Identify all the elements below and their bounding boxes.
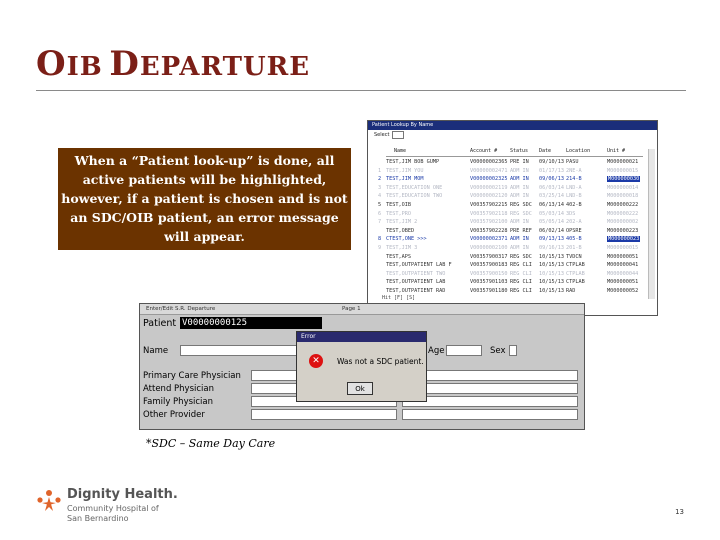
lookup-cell-num: 5 <box>378 201 382 208</box>
lookup-cell-location: 3DS <box>566 210 576 217</box>
name-label: Name <box>143 346 169 356</box>
lookup-row[interactable] <box>368 254 657 263</box>
lookup-cell-date: 06/03/14 <box>539 184 564 191</box>
lookup-cell-name: TEST,OUTPATIENT LAB F <box>386 262 452 269</box>
lookup-cell-unit: M000000030 <box>608 176 640 183</box>
lookup-cell-name: TEST,JIM YOU <box>386 167 424 174</box>
lookup-cell-status: ADM IN <box>510 244 529 251</box>
col-unit: Unit # <box>607 148 626 154</box>
family-label: Family Physician <box>143 397 214 407</box>
patient-lookup-window <box>367 120 658 316</box>
lookup-cell-account: V00357902100 <box>470 219 508 226</box>
lookup-rows <box>368 159 657 297</box>
lookup-cell-num: 8 <box>378 236 382 243</box>
col-location: Location <box>566 148 591 154</box>
lookup-cell-status: ADM IN <box>510 236 529 243</box>
lookup-cell-account: V00000002471 <box>470 167 508 174</box>
lookup-cell-account: V00000002100 <box>470 244 508 251</box>
select-box[interactable] <box>392 131 404 139</box>
lookup-cell-account: V00000002365 <box>470 159 508 165</box>
lookup-cell-location: PASU <box>566 159 579 165</box>
lookup-cell-date: 01/17/13 <box>539 167 564 174</box>
lookup-cell-name: TEST,JIM 2 <box>386 219 418 226</box>
lookup-cell-num: 6 <box>378 210 382 217</box>
lookup-cell-num: 9 <box>378 244 382 251</box>
lookup-cell-name: TEST,APS <box>386 253 411 260</box>
lookup-cell-location: RAD <box>566 287 576 294</box>
lookup-cell-status: REG SDC <box>510 210 532 217</box>
lookup-row[interactable] <box>368 228 657 237</box>
lookup-cell-account: V00000002371 <box>470 236 508 243</box>
lookup-cell-unit: M000000014 <box>607 184 639 191</box>
lookup-header-rule <box>386 156 643 157</box>
lookup-row[interactable] <box>368 271 657 280</box>
lookup-row[interactable] <box>368 211 657 220</box>
lookup-cell-name: TEST,JIM 3 <box>386 244 418 251</box>
lookup-cell-date: 09/13/13 <box>539 236 564 243</box>
lookup-cell-unit: M000000222 <box>607 210 639 217</box>
select-label: Select <box>374 132 390 138</box>
lookup-row[interactable] <box>368 245 657 254</box>
lookup-cell-unit: M000000223 <box>607 227 639 234</box>
attend-label: Attend Physician <box>143 384 215 394</box>
lookup-row[interactable] <box>368 193 657 202</box>
lookup-cell-status: ADM IN <box>510 167 529 174</box>
lookup-cell-date: 10/15/13 <box>539 287 564 294</box>
callout-box: When a “Patient look-up” is done, all active patients will be highlighted, however, if a patient is chosen and is not an SDC/OIB patient, an error message will appear. <box>58 148 351 250</box>
lookup-cell-num: 1 <box>378 167 382 174</box>
lookup-cell-unit: M000000051 <box>607 253 639 260</box>
lookup-row[interactable] <box>368 202 657 211</box>
lookup-row[interactable] <box>368 168 657 177</box>
sex-label: Sex <box>490 346 506 356</box>
lookup-cell-num: 3 <box>378 184 382 191</box>
lookup-cell-location: LND-B <box>566 193 582 200</box>
lookup-row[interactable] <box>368 185 657 194</box>
lookup-cell-account: V00357900183 <box>470 262 508 269</box>
lookup-cell-account: V00357902118 <box>470 210 508 217</box>
lookup-row[interactable] <box>368 176 657 185</box>
attend-field-2[interactable] <box>402 383 578 394</box>
lookup-cell-location: 201-B <box>566 244 582 251</box>
age-label: Age <box>428 346 445 356</box>
sex-field[interactable] <box>509 345 517 356</box>
lookup-cell-date: 10/15/13 <box>539 262 564 269</box>
page-number: 13 <box>675 508 684 516</box>
lookup-cell-name: TEST,OUTPATIENT TWO <box>386 270 446 277</box>
slide-title: OIB DEPARTURE <box>36 44 311 84</box>
departure-title: Enter/Edit S.R. Departure <box>146 306 216 312</box>
lookup-cell-account: V00357900317 <box>470 253 508 260</box>
lookup-cell-date: 06/13/14 <box>539 201 564 208</box>
lookup-cell-unit: M000000021 <box>607 159 639 165</box>
patient-label: Patient <box>143 318 177 329</box>
lookup-cell-location: CTPLAB <box>566 270 585 277</box>
other-label: Other Provider <box>143 410 205 420</box>
departure-page-label: Page 1 <box>342 306 361 312</box>
lookup-cell-location: CTPLAB <box>566 262 585 269</box>
lookup-cell-account: V00357901103 <box>470 279 508 286</box>
logo-name: Dignity Health. <box>67 487 178 502</box>
footnote: *SDC – Same Day Care <box>146 437 276 450</box>
lookup-row[interactable] <box>368 159 657 168</box>
lookup-cell-num: 2 <box>378 176 382 183</box>
title-divider <box>36 90 686 91</box>
lookup-cell-unit: M000000015 <box>607 244 639 251</box>
error-x-icon: ✕ <box>309 354 323 368</box>
lookup-cell-status: REG CLI <box>510 287 532 294</box>
lookup-cell-date: 05/03/14 <box>539 210 564 217</box>
logo-line-1: Community Hospital of <box>67 504 159 513</box>
name-field[interactable] <box>180 345 312 356</box>
lookup-cell-account: V00357902215 <box>470 201 508 208</box>
lookup-cell-date: 10/15/13 <box>539 253 564 260</box>
lookup-cell-name: TEST,OUTPATIENT LAB <box>386 279 446 286</box>
lookup-cell-status: REG CLI <box>510 279 532 286</box>
lookup-cell-account: V00000002120 <box>470 193 508 200</box>
lookup-cell-status: ADM IN <box>510 176 529 183</box>
lookup-cell-location: TVDCN <box>566 253 582 260</box>
patient-id-field[interactable]: V00000000125 <box>180 317 322 329</box>
lookup-title-bar: Patient Lookup By Name <box>368 121 657 130</box>
other-field-2[interactable] <box>402 409 578 420</box>
other-field[interactable] <box>251 409 397 420</box>
dignity-health-star-icon <box>36 489 62 515</box>
lookup-cell-status: REG CLI <box>510 262 532 269</box>
lookup-footer: Hit [F] [S] <box>382 295 416 301</box>
family-field-2[interactable] <box>402 396 578 407</box>
lookup-cell-unit: M000000051 <box>607 279 639 286</box>
col-name: Name <box>394 148 407 154</box>
lookup-cell-num: 4 <box>378 193 382 200</box>
lookup-cell-date: 06/02/14 <box>539 227 564 234</box>
lookup-cell-num: 7 <box>378 219 382 226</box>
lookup-cell-name: TEST,PRO <box>386 210 411 217</box>
departure-title-bar <box>140 304 584 315</box>
lookup-cell-account: V00000002325 <box>470 176 508 183</box>
lookup-cell-location: CTPLAB <box>566 279 585 286</box>
lookup-cell-location: 202-A <box>566 219 582 226</box>
lookup-cell-name: TEST,JIM MOM <box>386 176 424 183</box>
lookup-cell-name: CTEST,ONE >>> <box>386 236 427 243</box>
lookup-cell-date: 03/25/14 <box>539 193 564 200</box>
lookup-cell-status: PRE IN <box>510 159 529 165</box>
lookup-cell-name: TEST,OUTPATIENT RAD <box>386 287 446 294</box>
lookup-cell-account: V00000002119 <box>470 184 508 191</box>
logo-line-2: San Bernardino <box>67 514 129 523</box>
lookup-row[interactable] <box>368 236 657 245</box>
lookup-cell-account: V00357902228 <box>470 227 508 234</box>
lookup-cell-unit: M000000052 <box>607 287 639 294</box>
lookup-cell-account: V00357901180 <box>470 287 508 294</box>
error-title-bar: Error <box>297 332 426 342</box>
lookup-cell-location: 405-B <box>566 236 582 243</box>
lookup-cell-date: 09/16/13 <box>539 244 564 251</box>
lookup-cell-name: TEST,JIM BOB GUMP <box>386 159 440 165</box>
lookup-cell-date: 10/15/13 <box>539 279 564 286</box>
pcp-label: Primary Care Physician <box>143 371 241 381</box>
ok-button[interactable]: Ok <box>347 382 373 395</box>
lookup-cell-status: ADM IN <box>510 219 529 226</box>
lookup-cell-unit: M000000015 <box>607 167 639 174</box>
lookup-row[interactable] <box>368 219 657 228</box>
lookup-cell-location: 2NE-A <box>566 167 582 174</box>
pcp-field-2[interactable] <box>402 370 578 381</box>
lookup-cell-status: ADM IN <box>510 193 529 200</box>
lookup-cell-name: TEST,OBED <box>386 227 415 234</box>
lookup-cell-name: TEST,OIB <box>386 201 411 208</box>
lookup-cell-unit: M000000002 <box>607 219 639 226</box>
lookup-cell-location: LND-A <box>566 184 582 191</box>
lookup-cell-location: 214-B <box>566 176 582 183</box>
lookup-cell-unit: M000000044 <box>607 270 639 277</box>
lookup-cell-location: OPSRE <box>566 227 582 234</box>
col-status: Status <box>510 148 529 154</box>
lookup-cell-unit: M000000041 <box>607 262 639 269</box>
lookup-row[interactable] <box>368 279 657 288</box>
lookup-cell-date: 10/15/13 <box>539 270 564 277</box>
col-date: Date <box>539 148 552 154</box>
lookup-cell-location: 402-B <box>566 201 582 208</box>
lookup-row[interactable] <box>368 262 657 271</box>
lookup-cell-status: REG SDC <box>510 201 532 208</box>
lookup-header <box>368 148 657 156</box>
col-account: Account # <box>470 148 498 154</box>
lookup-cell-unit: M000000023 <box>608 236 640 243</box>
lookup-scrollbar[interactable] <box>648 149 655 299</box>
lookup-cell-date: 09/06/13 <box>539 176 564 183</box>
lookup-cell-name: TEST,EDUCATION TWO <box>386 193 443 200</box>
lookup-cell-date: 09/10/13 <box>539 159 564 165</box>
lookup-toolbar <box>368 130 657 140</box>
lookup-cell-date: 05/05/14 <box>539 219 564 226</box>
lookup-cell-name: TEST,EDUCATION ONE <box>386 184 443 191</box>
age-field[interactable] <box>446 345 482 356</box>
lookup-cell-account: V00357900150 <box>470 270 508 277</box>
lookup-cell-status: REG CLI <box>510 270 532 277</box>
error-message: Was not a SDC patient. <box>337 357 424 366</box>
lookup-cell-status: ADM IN <box>510 184 529 191</box>
lookup-cell-status: REG SDC <box>510 253 532 260</box>
lookup-cell-status: PRE REF <box>510 227 532 234</box>
lookup-cell-unit: M000000222 <box>607 201 639 208</box>
error-dialog <box>296 331 427 402</box>
lookup-cell-unit: M000000018 <box>607 193 639 200</box>
